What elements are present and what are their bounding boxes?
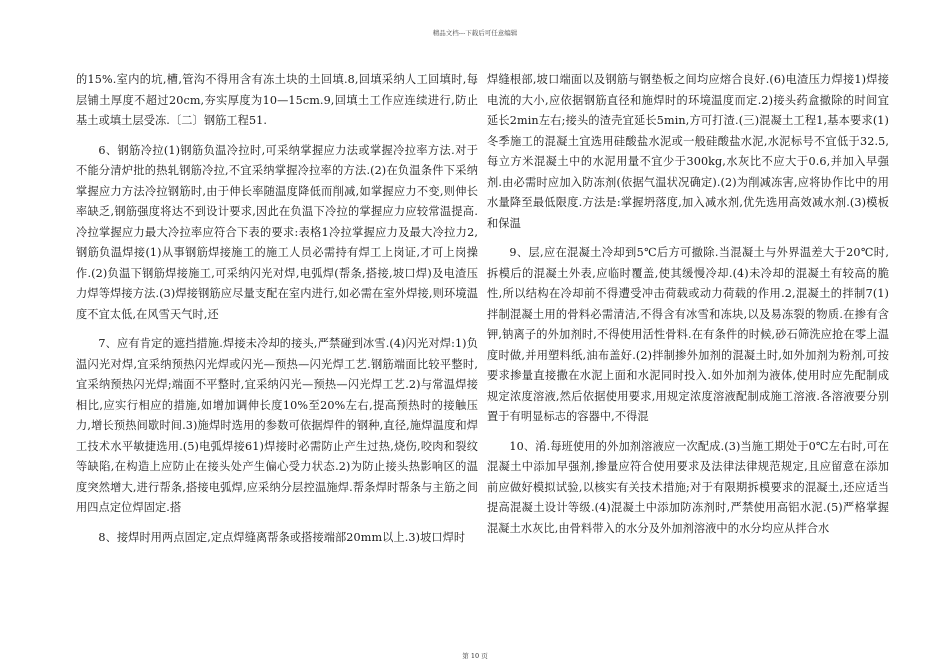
paragraph: 7、应有肯定的遮挡措施.焊接未冷却的接头,严禁碰到冰雪.(4)闪光对焊:1)负温闪光对焊,宜采纳预热闪光焊或闪光—预热—闪光焊工艺.钢筋端面比较平整时,宜采纳预热闪光焊;端面不平整时,宜采纳闪光—预热—闪光焊工艺.2)与常温焊接相比,应实行相应的措施,如增加调伸长度10%至20%左右,提高预热时的接触压力,增长预热间歇时间.3)施焊时选用的参数可依据焊件的钢种,直径,施焊温度和焊工技术水平敏捷选用.(5)电弧焊接61)焊接时必需防止产生过热,烧伤,咬肉和裂纹等缺陷,在构造上应防止在接头处产生偏心受力状态.2)为防止接头热影响区的温度突然增大,进行帮条,搭接电弧焊,应采纳分层控温施焊.帮条焊时帮条与主筋之间用四点定位焊固定.搭 [76, 337, 478, 514]
paragraph: 焊缝根部,坡口端面以及钢筋与钢垫板之间均应熔合良好.(6)电渣压力焊接1)焊接电流的大小,应依据钢筋直径和施焊时的环境温度而定.2)接头药盒撤除的时间宜延长2min左右;接头的渣壳宜延长5min,方可打渣.(三)混凝土工程1,基本要求(1)冬季施工的混凝土宜选用硅酸盐水泥或一般硅酸盐水泥,水泥标号不宜低于32.5,每立方米混凝土中的水泥用量不宜少于300kg,水灰比不应大于0.6,并加入早强剂.由必需时应加入防冻剂(依据气温状况确定).(2)为削减冻害,应将协作比中的用水量降至最低限度.方法是:掌握坍落度,加入减水剂,优先选用高效减水剂.(3)模板和保温 [487, 73, 889, 230]
paragraph: 6、钢筋冷拉(1)钢筋负温冷拉时,可采纳掌握应力法或掌握冷拉率方法.对于不能分清炉批的热轧钢筋冷拉,不宜采纳掌握冷拉率的方法.(2)在负温条件下采纳掌握应力方法冷拉钢筋时,由于伸长率随温度降低而削减,如掌握应力不变,则伸长率缺乏,钢筋强度将达不到设计要求,因此在负温下冷拉的掌握应力应较常温提高.冷拉掌握应力最大冷拉率应符合下表的要求:表格1冷拉掌握应力及最大冷拉力2,钢筋负温焊接(1)从事钢筋焊接施工的施工人员必需持有焊工上岗证,才可上岗操作.(2)负温下钢筋焊接施工,可采纳闪光对焊,电弧焊(帮条,搭接,坡口焊)及电渣压力焊等焊接方法.(3)焊接钢筋应尽量支配在室内进行,如必需在室外焊接,则环境温度不宜太低,在风雪天气时,还 [76, 143, 478, 321]
paragraph: 的15%.室内的坑,槽,管沟不得用含有冻土块的土回填.8,回填采纳人工回填时,每层铺土厚度不超过20cm,夯实厚度为10—15cm.9,回填土工作应连续进行,防止基土或填土层受冻.〔二〕钢筋工程51. [76, 73, 478, 127]
paragraph: 9、层,应在混凝土冷却到5℃后方可撤除.当混凝土与外界温差大于20℃时,拆模后的混凝土外表,应临时覆盖,使其缓慢冷却.(4)未冷却的混凝土有较高的脆性,所以结构在冷却前不得遭受冲击荷载或动力荷载的作用.2,混凝土的拌制7(1)拌制混凝土用的骨料必需清洁,不得含有冰雪和冻块,以及易冻裂的物质.在掺有含钾,钠离子的外加剂时,不得使用活性骨料.在有条件的时候,砂石筛洗应抢在零上温度时做,并用塑料纸,油布盖好.(2)拌制掺外加剂的混凝土时,如外加剂为粉剂,可按要求掺量直接撒在水泥上面和水泥同时投入.如外加剂为液体,使用时应先配制成规定浓度溶液,然后依据使用要求,用规定浓度溶液配制成施工溶液.各溶液要分别置于有明显标志的容器中,不得混 [487, 246, 889, 423]
left-column [76, 70, 478, 557]
paragraph: 10、淆.每班使用的外加剂溶液应一次配成.(3)当施工期处于0℃左右时,可在混凝土中添加早强剂,掺量应符合使用要求及法律法律规范规定,且应留意在添加前应做好模拟试验,以核实有关技术措施;对于有限期拆模要求的混凝土,还应适当提高混凝土设计等级.(4)混凝土中添加防冻剂时,严禁使用高铝水泥.(5)严格掌握混凝土水灰比,由骨料带入的水分及外加剂溶液中的水分均应从拌合水 [487, 439, 889, 535]
right-column [487, 70, 889, 548]
page-header: 精品文档---下载后可任意编辑 [432, 29, 518, 37]
page-number: 第 10 页 [462, 652, 488, 660]
paragraph: 8、接焊时用两点固定,定点焊缝离帮条或搭接端部20mm以上.3)坡口焊时 [98, 530, 466, 544]
